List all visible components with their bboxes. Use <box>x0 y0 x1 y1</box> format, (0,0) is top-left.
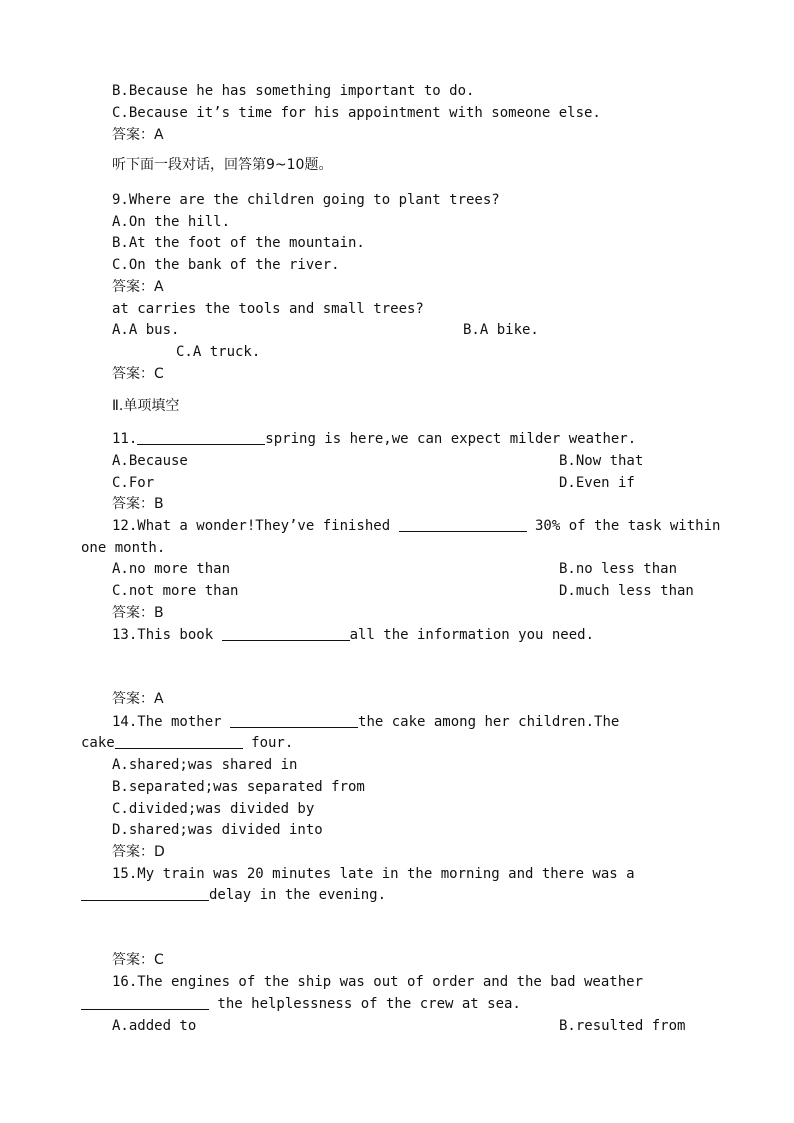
q12-option-b: B.no less than <box>559 561 678 577</box>
q8-option-c: C.Because it’s time for his appointment with someone else. <box>112 105 601 121</box>
q11-stem <box>112 430 636 448</box>
section-heading: Ⅱ.单项填空 <box>112 398 180 414</box>
q16-stem-line2 <box>81 995 521 1013</box>
q14-blank-2 <box>115 734 243 749</box>
q8-answer: 答案：A <box>112 127 164 143</box>
q12-blank <box>399 517 527 532</box>
q12-answer: 答案：B <box>112 605 164 621</box>
q14-answer: 答案：D <box>112 844 165 860</box>
q14-option-b: B.separated;was separated from <box>112 779 365 795</box>
q14-option-d: D.shared;was divided into <box>112 822 323 838</box>
q11-number: 11. <box>112 431 138 447</box>
q14-blank-1 <box>230 713 358 728</box>
dialog-instruction: 听下面一段对话，回答第9~10题。 <box>112 157 333 173</box>
q14-text-before: 14.The mother <box>112 714 231 730</box>
q10-option-b: B.A bike. <box>463 322 539 338</box>
q12-option-a: A.no more than <box>112 561 231 577</box>
q13-answer: 答案：A <box>112 691 164 707</box>
q11-answer: 答案：B <box>112 496 164 512</box>
q12-text-after: 30% of the task within <box>526 518 721 534</box>
q16-line2-after: the helplessness of the crew at sea. <box>209 996 521 1012</box>
q14-text-after: the cake among her children.The <box>358 714 620 730</box>
q11-option-c: C.For <box>112 475 155 491</box>
q14-line2-after: four. <box>242 735 294 751</box>
q16-blank <box>81 995 209 1010</box>
q12-option-d: D.much less than <box>559 583 694 599</box>
q11-option-b: B.Now that <box>559 453 644 469</box>
q12-option-c: C.not more than <box>112 583 239 599</box>
q14-stem <box>112 713 619 731</box>
q14-option-c: C.divided;was divided by <box>112 801 315 817</box>
q15-line2-after: delay in the evening. <box>209 887 387 903</box>
q9-option-b: B.At the foot of the mountain. <box>112 235 365 251</box>
q16-stem: 16.The engines of the ship was out of order and the bad weather <box>112 974 644 990</box>
q15-stem-line2 <box>81 886 386 904</box>
q9-option-a: A.On the hill. <box>112 214 231 230</box>
q10-option-a: A.A bus. <box>112 322 180 338</box>
q15-blank <box>81 886 209 901</box>
q16-option-a: A.added to <box>112 1018 197 1034</box>
q15-answer: 答案：C <box>112 952 164 968</box>
q14-stem-line2 <box>81 734 293 752</box>
q13-text-before: 13.This book <box>112 627 222 643</box>
q15-stem: 15.My train was 20 minutes late in the morning and there was a <box>112 866 635 882</box>
q12-stem <box>112 517 720 535</box>
q13-text-after: all the information you need. <box>349 627 595 643</box>
q11-option-d: D.Even if <box>559 475 635 491</box>
q10-question: at carries the tools and small trees? <box>112 301 424 317</box>
q11-option-a: A.Because <box>112 453 188 469</box>
q9-question: 9.Where are the children going to plant trees? <box>112 192 500 208</box>
q16-option-b: B.resulted from <box>559 1018 686 1034</box>
q9-answer: 答案：A <box>112 279 164 295</box>
q10-option-c: C.A truck. <box>176 344 261 360</box>
q11-text: spring is here,we can expect milder weather. <box>265 431 637 447</box>
q11-blank <box>137 430 265 445</box>
q10-answer: 答案：C <box>112 366 164 382</box>
q12-text-before: 12.What a wonder!They’ve finished <box>112 518 399 534</box>
q9-option-c: C.On the bank of the river. <box>112 257 340 273</box>
q8-option-b: B.Because he has something important to do. <box>112 83 475 99</box>
q12-stem-line2: one month. <box>81 540 166 556</box>
q13-stem <box>112 626 594 644</box>
q14-option-a: A.shared;was shared in <box>112 757 298 773</box>
q14-line2-before: cake <box>81 735 115 751</box>
q13-blank <box>222 626 350 641</box>
